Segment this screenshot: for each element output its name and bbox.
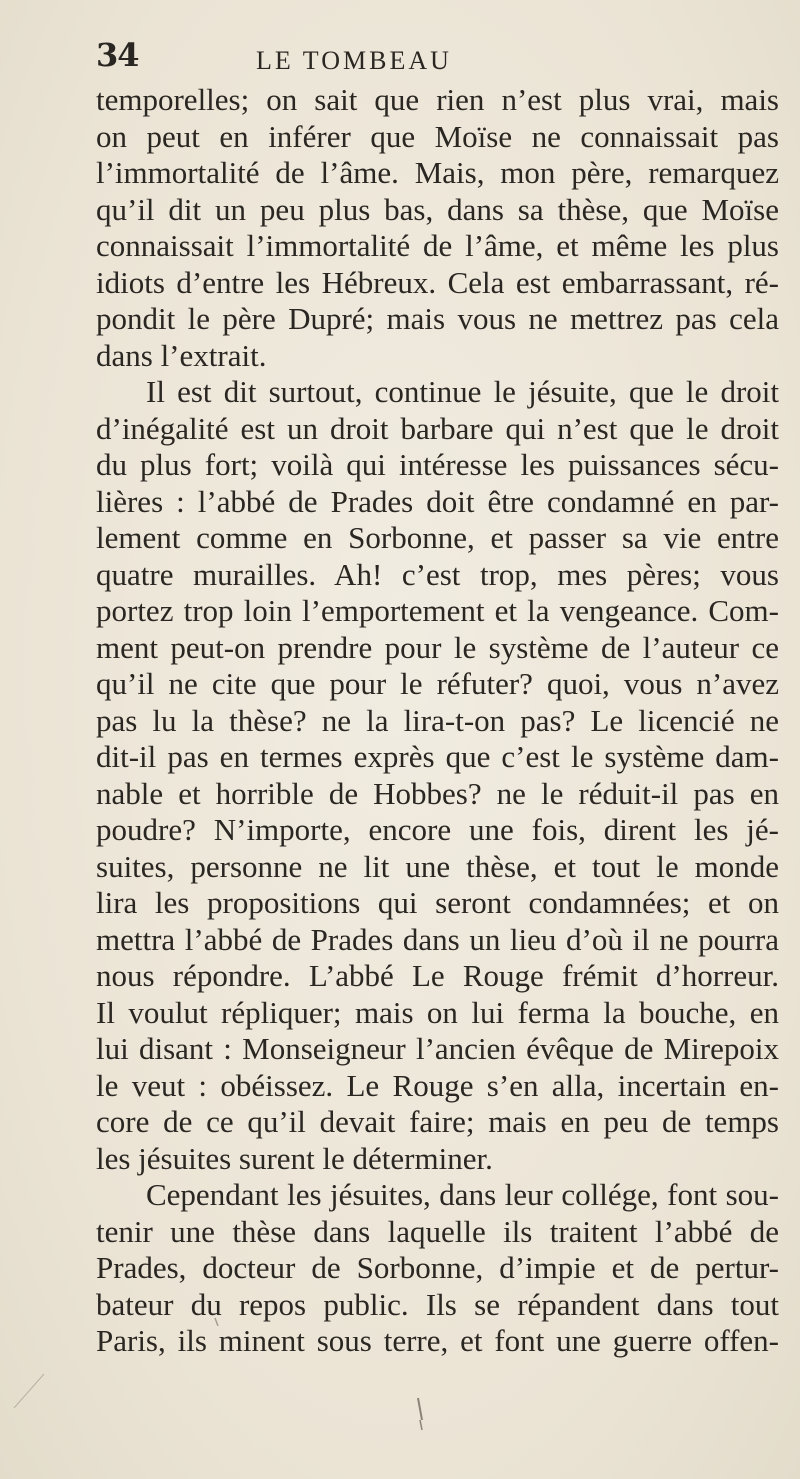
text-line: idiots d’entre les Hébreux. Cela est embarrassant, ré- — [96, 264, 779, 300]
text-line: l’immortalité de l’âme. Mais, mon père, remarquez — [96, 155, 779, 190]
text-line: les jésuites surent le déterminer. — [96, 1140, 493, 1176]
text-line: Il voulut répliquer; mais on lui ferma la bouche, en — [96, 994, 779, 1030]
text-line: tenir une thèse dans laquelle ils traitent l’abbé de — [96, 1213, 779, 1249]
text-line: Paris, ils minent sous terre, et font une guerre offen- — [96, 1323, 779, 1358]
text-line: lira les propositions qui seront condamnées; et on — [96, 885, 779, 920]
text-line: poudre? N’importe, encore une fois, dirent les jé- — [96, 812, 779, 847]
text-line: suites, personne ne lit une thèse, et tout le monde — [96, 848, 779, 884]
text-line: portez trop loin l’emportement et la vengeance. Com- — [96, 593, 779, 628]
text-line: quatre murailles. Ah! c’est trop, mes pères; vous — [96, 556, 779, 592]
text-line: le veut : obéissez. Le Rouge s’en alla, incertain en- — [96, 1067, 779, 1103]
blemish-mark — [420, 1420, 422, 1430]
page-header — [96, 36, 756, 76]
text-line: lement comme en Sorbonne, et passer sa vie entre — [96, 520, 779, 555]
text-line: qu’il ne cite que pour le réfuter? quoi, vous n’avez — [96, 666, 779, 701]
text-line: nous répondre. L’abbé Le Rouge frémit d’horreur. — [96, 958, 779, 993]
text-line: core de ce qu’il devait faire; mais en peu de temps — [96, 1104, 779, 1139]
running-title: LE TOMBEAU — [256, 46, 452, 75]
text-line: Prades, docteur de Sorbonne, d’impie et de pertur- — [96, 1250, 779, 1285]
body-text — [96, 82, 779, 1360]
text-line: dit-il pas en termes exprès que c’est le système dam- — [96, 739, 779, 774]
text-line: pondit le père Dupré; mais vous ne mettrez pas cela — [96, 301, 779, 336]
text-line: bateur du repos public. Ils se répandent dans tout — [96, 1286, 779, 1322]
text-line: qu’il dit un peu plus bas, dans sa thèse, que Moïse — [96, 191, 779, 227]
blemish-mark — [418, 1398, 422, 1420]
text-line: pas lu la thèse? ne la lira-t-on pas? Le licencié ne — [96, 702, 779, 738]
text-line: d’inégalité est un droit barbare qui n’est que le droit — [96, 410, 779, 446]
text-line: du plus fort; voilà qui intéresse les puissances sécu- — [96, 447, 779, 482]
text-line: ment peut-on prendre pour le système de l’auteur ce — [96, 629, 779, 665]
text-line: dans l’extrait. — [96, 337, 267, 373]
text-line: on peut en inférer que Moïse ne connaissait pas — [96, 118, 779, 154]
text-line: mettra l’abbé de Prades dans un lieu d’où il ne pourra — [96, 921, 779, 957]
text-line: nable et horrible de Hobbes? ne le réduit-il pas en — [96, 775, 779, 811]
text-line: connaissait l’immortalité de l’âme, et même les plus — [96, 228, 779, 263]
blemish-mark — [14, 1374, 44, 1408]
text-line: lières : l’abbé de Prades doit être condamné en par- — [96, 483, 779, 519]
text-line: temporelles; on sait que rien n’est plus vrai, mais — [96, 82, 779, 117]
text-line: Cependant les jésuites, dans leur collége, font sou- — [146, 1177, 779, 1212]
text-line: lui disant : Monseigneur l’ancien évêque de Mirepoix — [96, 1031, 779, 1066]
page-number: 34 — [96, 36, 139, 74]
text-line: Il est dit surtout, continue le jésuite, que le droit — [146, 374, 779, 409]
